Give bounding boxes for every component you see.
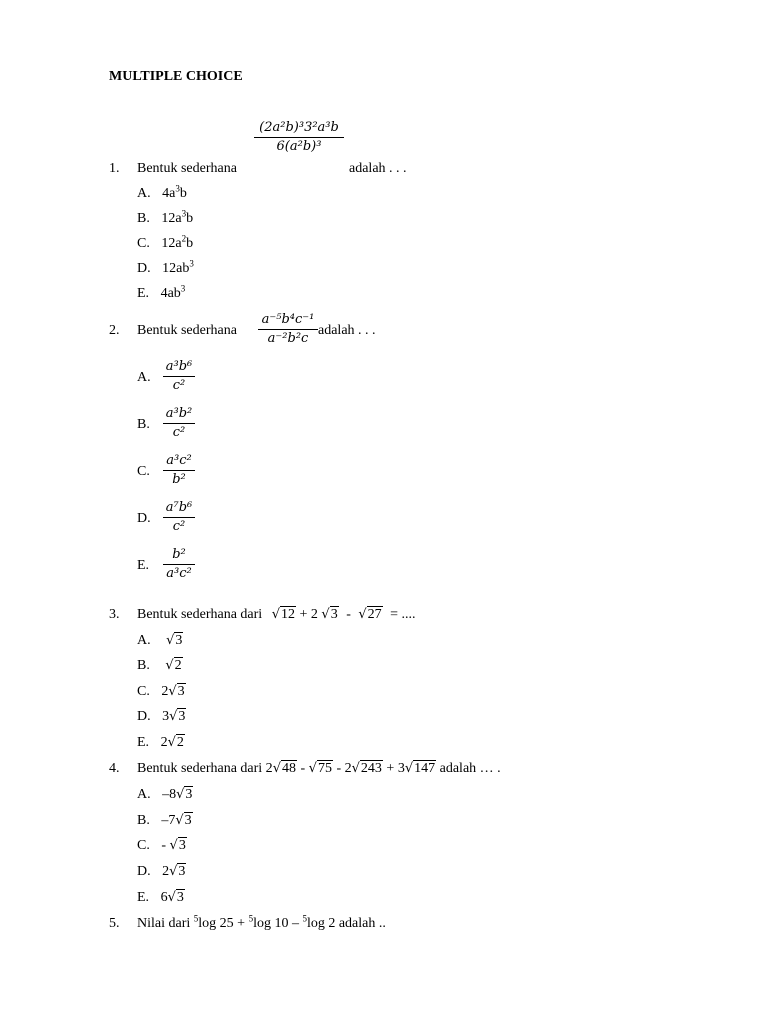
option-answer: 2√2 [160,735,184,750]
fraction-numerator: a³b⁶ [165,359,193,374]
q3-option-d[interactable] [137,709,186,725]
fraction-numerator: a⁷b⁶ [165,500,193,515]
option-answer: $12a^3b$ [161,208,194,226]
q2-option-d-letter[interactable]: D. [137,511,151,526]
q2-number: 2. [109,323,120,338]
q2-option-d-fraction [163,501,195,534]
q4-option-d[interactable] [137,864,186,880]
q1-option-c[interactable] [137,233,194,252]
q2-fraction-denominator: a⁻²b²c [267,331,309,346]
option-letter: C. [137,236,150,251]
q3-radicand-1: 12 [280,607,295,622]
page-title: MULTIPLE CHOICE [109,69,243,84]
q4-option-e[interactable] [137,890,185,906]
q5-number: 5. [109,916,120,931]
option-letter: A. [137,787,151,802]
q3-radicand-3: 27 [367,607,382,622]
q3-option-a[interactable] [137,633,183,649]
option-answer: √3 [166,633,183,648]
q4-radicand-1: 48 [281,761,296,776]
option-answer: 6√3 [160,890,184,905]
option-answer: –8√3 [162,787,193,802]
fraction-denominator: c² [172,378,186,393]
option-answer: $12a^2b$ [161,233,194,251]
q1-expression-fraction [254,121,344,154]
q4-text: Bentuk sederhana dari 2 [137,761,273,776]
option-answer: –7√3 [161,813,192,828]
sqrt-icon: √ [351,761,360,776]
sqrt-icon: √ [358,607,367,622]
option-letter: E. [137,286,150,301]
option-answer: $4a^3b$ [162,183,187,201]
q4-tail: adalah … . [439,761,501,776]
sqrt-icon: √ [308,761,317,776]
q5-log-base-3: 5 [302,913,307,924]
q2-expression-fraction [258,313,318,346]
q3-minus: - [346,607,351,622]
q2-fraction-numerator: a⁻⁵b⁴c⁻¹ [261,312,315,327]
sqrt-icon: √ [167,735,176,750]
q1-number: 1. [109,161,120,176]
sqrt-icon: √ [176,787,185,802]
option-letter: D. [137,864,151,879]
q2-option-b-fraction [163,407,195,440]
fraction-bar [163,517,195,518]
q2-option-e-letter[interactable]: E. [137,558,150,573]
q1-fraction-numerator: (2a²b)³3²a³b [259,120,339,135]
q2-text: Bentuk sederhana [137,323,237,338]
q1-fraction-denominator: 6(a²b)³ [276,139,322,154]
option-letter: E. [137,735,150,750]
fraction-denominator: c² [172,519,186,534]
q5-term-2: log 10 – [253,916,299,931]
q4-sign-2: - 2 [336,761,352,776]
q5-log-base-1: 5 [193,913,199,924]
fraction-numerator: a³b² [165,406,193,421]
sqrt-icon: √ [165,658,174,673]
fraction-bar [163,376,195,377]
q2-tail: adalah . . . [318,323,376,338]
q1-fraction-bar [254,137,344,138]
sqrt-icon: √ [166,633,175,648]
fraction-bar [163,423,195,424]
q5-term-3: log 2 adalah .. [306,916,386,931]
q3-text: Bentuk sederhana dari [137,607,263,622]
fraction-bar [163,470,195,471]
option-letter: C. [137,838,150,853]
option-answer: $4ab^3$ [160,283,186,301]
sqrt-icon: √ [169,709,178,724]
q3-option-e[interactable] [137,735,185,751]
sqrt-icon: √ [168,684,177,699]
q3-tail: = .... [390,607,416,622]
q2-option-e-fraction [163,548,195,581]
sqrt-icon: √ [272,761,281,776]
sqrt-icon: √ [169,864,178,879]
q1-option-e[interactable] [137,283,186,302]
q2-option-b-letter[interactable]: B. [137,417,150,432]
q1-option-d[interactable] [137,258,194,277]
q1-option-a[interactable] [137,183,187,202]
q2-option-a-fraction [163,360,195,393]
fraction-numerator: b² [172,547,186,562]
sqrt-icon: √ [271,607,280,622]
option-answer: 2√3 [162,864,186,879]
q1-tail: adalah . . . [349,161,407,176]
q2-option-c-fraction [163,454,195,487]
q2-option-a-letter[interactable]: A. [137,370,151,385]
q4-option-b[interactable] [137,813,193,829]
q1-text: Bentuk sederhana [137,161,237,176]
fraction-denominator: c² [172,425,186,440]
option-letter: A. [137,186,151,201]
sqrt-icon: √ [175,813,184,828]
option-letter: B. [137,813,150,828]
sqrt-icon: √ [321,607,330,622]
fraction-bar [163,564,195,565]
sqrt-icon: √ [167,890,176,905]
option-answer: √2 [165,658,182,673]
q2-option-c-letter[interactable]: C. [137,464,150,479]
q4-option-a[interactable] [137,787,193,803]
q5-text: Nilai dari [137,916,191,931]
option-answer: 2√3 [161,684,185,699]
q5-prompt [137,913,386,932]
option-answer: - √3 [161,838,186,853]
q4-radicand-2: 75 [317,761,332,776]
q4-number: 4. [109,761,120,776]
fraction-denominator: b² [172,472,186,487]
option-letter: D. [137,261,151,276]
option-letter: C. [137,684,150,699]
q3-radicand-2: 3 [330,607,338,622]
option-letter: E. [137,890,150,905]
option-letter: B. [137,211,150,226]
sqrt-icon: √ [404,761,414,776]
q3-plus: + 2 [299,607,318,622]
q4-prompt [137,761,501,777]
q4-sign-1: - [300,761,306,776]
fraction-denominator: a³c² [166,566,192,581]
option-answer: 3√3 [162,709,186,724]
q3-option-c[interactable] [137,684,186,700]
sqrt-icon: √ [169,838,178,853]
q3-prompt [137,607,416,623]
q4-sign-3: + 3 [386,761,405,776]
option-letter: D. [137,709,151,724]
option-answer: $12ab^3$ [162,258,194,276]
q4-radicand-4: 147 [414,761,436,776]
q5-log-base-2: 5 [248,913,254,924]
q1-option-b[interactable] [137,208,194,227]
q3-option-b[interactable] [137,658,183,674]
fraction-numerator: a³c² [166,453,192,468]
q5-term-1: log 25 + [198,916,246,931]
q4-option-c[interactable] [137,838,187,854]
option-letter: B. [137,658,150,673]
q2-fraction-bar [258,329,318,330]
q3-number: 3. [109,607,120,622]
q4-radicand-3: 243 [360,761,382,776]
option-letter: A. [137,633,151,648]
